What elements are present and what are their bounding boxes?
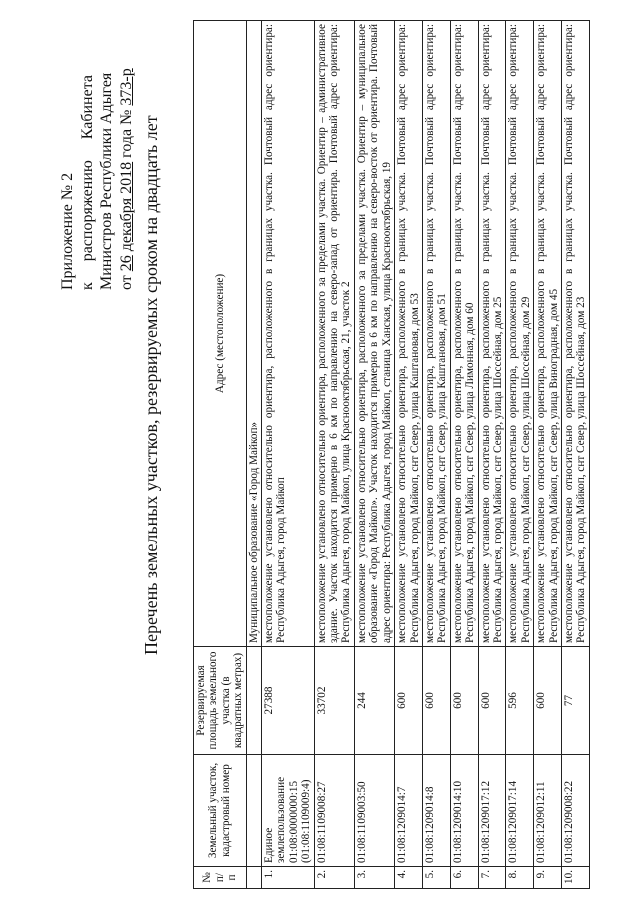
date-label: года № (117, 109, 135, 158)
row-area: 600 (534, 647, 562, 755)
row-address: местоположение установлено относительно ориентира, расположенного в границах участка. Почтовый адрес ориентира: Республика Адыгея, город Майкоп, снт Север, улица Лимонная, дом 60 (450, 21, 478, 647)
row-area: 244 (354, 647, 394, 755)
page-title: Перечень земельных участков, резервируемых сроком на двадцать лет (141, 115, 161, 655)
row-number: 7. (478, 867, 506, 889)
row-cadastral: 01:08:1209014:8 (422, 755, 450, 867)
table-row (450, 21, 478, 889)
row-cadastral: 01:08:1209014:7 (395, 755, 423, 867)
header-area: Резервируемая площадь земельного участка (в квадратных метрах) (194, 647, 247, 755)
appendix-title: Приложение № 2 (59, 172, 76, 290)
table-row (354, 21, 394, 889)
table-row (314, 21, 354, 889)
row-area: 596 (506, 647, 534, 755)
table-row (561, 21, 589, 889)
row-area: 600 (422, 647, 450, 755)
section-row (246, 21, 261, 889)
row-address: местоположение установлено относительно ориентира, расположенного за пределами участка. Ориентир – административное здание. Участок находится примерно в 6 км по направлению на северо-запад от ориентира. Почтовый адрес ориентира: Республика Адыгея, город Майкоп, улица Краснооктябрьская, 21, участок 2 (314, 21, 354, 647)
table-row (262, 21, 315, 889)
row-address: местоположение установлено относительно ориентира, расположенного в границах участка. Почтовый адрес ориентира: Республика Адыгея, город Майкоп, снт Север, улица Каштановая, дом 51 (422, 21, 450, 647)
row-area: 77 (561, 647, 589, 755)
appendix-word: распоряжению (78, 160, 96, 262)
row-address: местоположение установлено относительно ориентира, расположенного в границах участка. Почтовый адрес ориентира: Республика Адыгея, город Майкоп (262, 21, 315, 647)
row-number: 3. (354, 867, 394, 889)
row-number: 1. (262, 867, 315, 889)
row-number: 5. (422, 867, 450, 889)
appendix-prefix: к (78, 282, 96, 290)
row-cadastral: 01:08:1109008:27 (314, 755, 354, 867)
appendix-header (58, 30, 136, 290)
row-address: местоположение установлено относительно ориентира, расположенного за пределами участка. Ориентир – муниципальное образование «Город Майкоп». Участок находится примерно в 6 км по направлению на северо-восток от ориентира. Почтовый адрес ориентира: Республика Адыгея, город Майкоп, станица Ханская, улица Краснооктябрьская, 19 (354, 21, 394, 647)
table-row (422, 21, 450, 889)
row-number: 10. (561, 867, 589, 889)
table-row (395, 21, 423, 889)
row-number: 2. (314, 867, 354, 889)
row-cadastral: 01:08:1209008:22 (561, 755, 589, 867)
row-address: местоположение установлено относительно ориентира, расположенного в границах участка. Почтовый адрес ориентира: Республика Адыгея, город Майкоп, снт Север, улица Шоссейная, дом 29 (506, 21, 534, 647)
row-address: местоположение установлено относительно ориентира, расположенного в границах участка. Почтовый адрес ориентира: Республика Адыгея, город Майкоп, снт Север, улица Шоссейная, дом 23 (561, 21, 589, 647)
section-title: Муниципальное образование «Город Майкоп» (246, 21, 261, 647)
row-cadastral: 01:08:1209017:12 (478, 755, 506, 867)
header-num: № п/п (194, 867, 247, 889)
row-number: 4. (395, 867, 423, 889)
row-number: 6. (450, 867, 478, 889)
row-cadastral: 01:08:1109003:50 (354, 755, 394, 867)
appendix-line-3: Министров Республики Адыгея (98, 72, 115, 290)
row-area: 600 (478, 647, 506, 755)
row-area: 33702 (314, 647, 354, 755)
date-day: 26 (117, 255, 135, 272)
parcels-table (193, 20, 590, 889)
row-cadastral: Единое землепользование 01:08:0000000:15 (01:08:1109009:4) (262, 755, 315, 867)
table-header-row (194, 21, 247, 889)
table-row (506, 21, 534, 889)
header-address: Адрес (местоположение) (194, 21, 247, 647)
table-row (534, 21, 562, 889)
row-number: 9. (534, 867, 562, 889)
row-address: местоположение установлено относительно ориентира, расположенного в границах участка. Почтовый адрес ориентира: Республика Адыгея, город Майкоп, снт Север, улица Шоссейная, дом 25 (478, 21, 506, 647)
appendix-suffix: Кабинета (78, 75, 96, 140)
row-cadastral: 01:08:1209014:10 (450, 755, 478, 867)
date-prefix: от (117, 275, 135, 290)
row-address: местоположение установлено относительно ориентира, расположенного в границах участка. Почтовый адрес ориентира: Республика Адыгея, город Майкоп, снт Север, улица Каштановая, дом 53 (395, 21, 423, 647)
row-number: 8. (506, 867, 534, 889)
appendix-line-2 (78, 75, 98, 290)
row-cadastral: 01:08:1209012:11 (534, 755, 562, 867)
row-cadastral: 01:08:1209017:14 (506, 755, 534, 867)
row-area: 600 (450, 647, 478, 755)
appendix-line-4 (117, 30, 137, 290)
date-month-year: декабря 2018 (117, 161, 135, 252)
row-area: 27388 (262, 647, 315, 755)
order-number: 373-р (117, 68, 135, 106)
table-row (478, 21, 506, 889)
header-parcel: Земельный участок, кадастровый номер (194, 755, 247, 867)
row-address: местоположение установлено относительно ориентира, расположенного в границах участка. Почтовый адрес ориентира: Республика Адыгея, город Майкоп, снт Север, улица Виноградная, дом 45 (534, 21, 562, 647)
row-area: 600 (395, 647, 423, 755)
